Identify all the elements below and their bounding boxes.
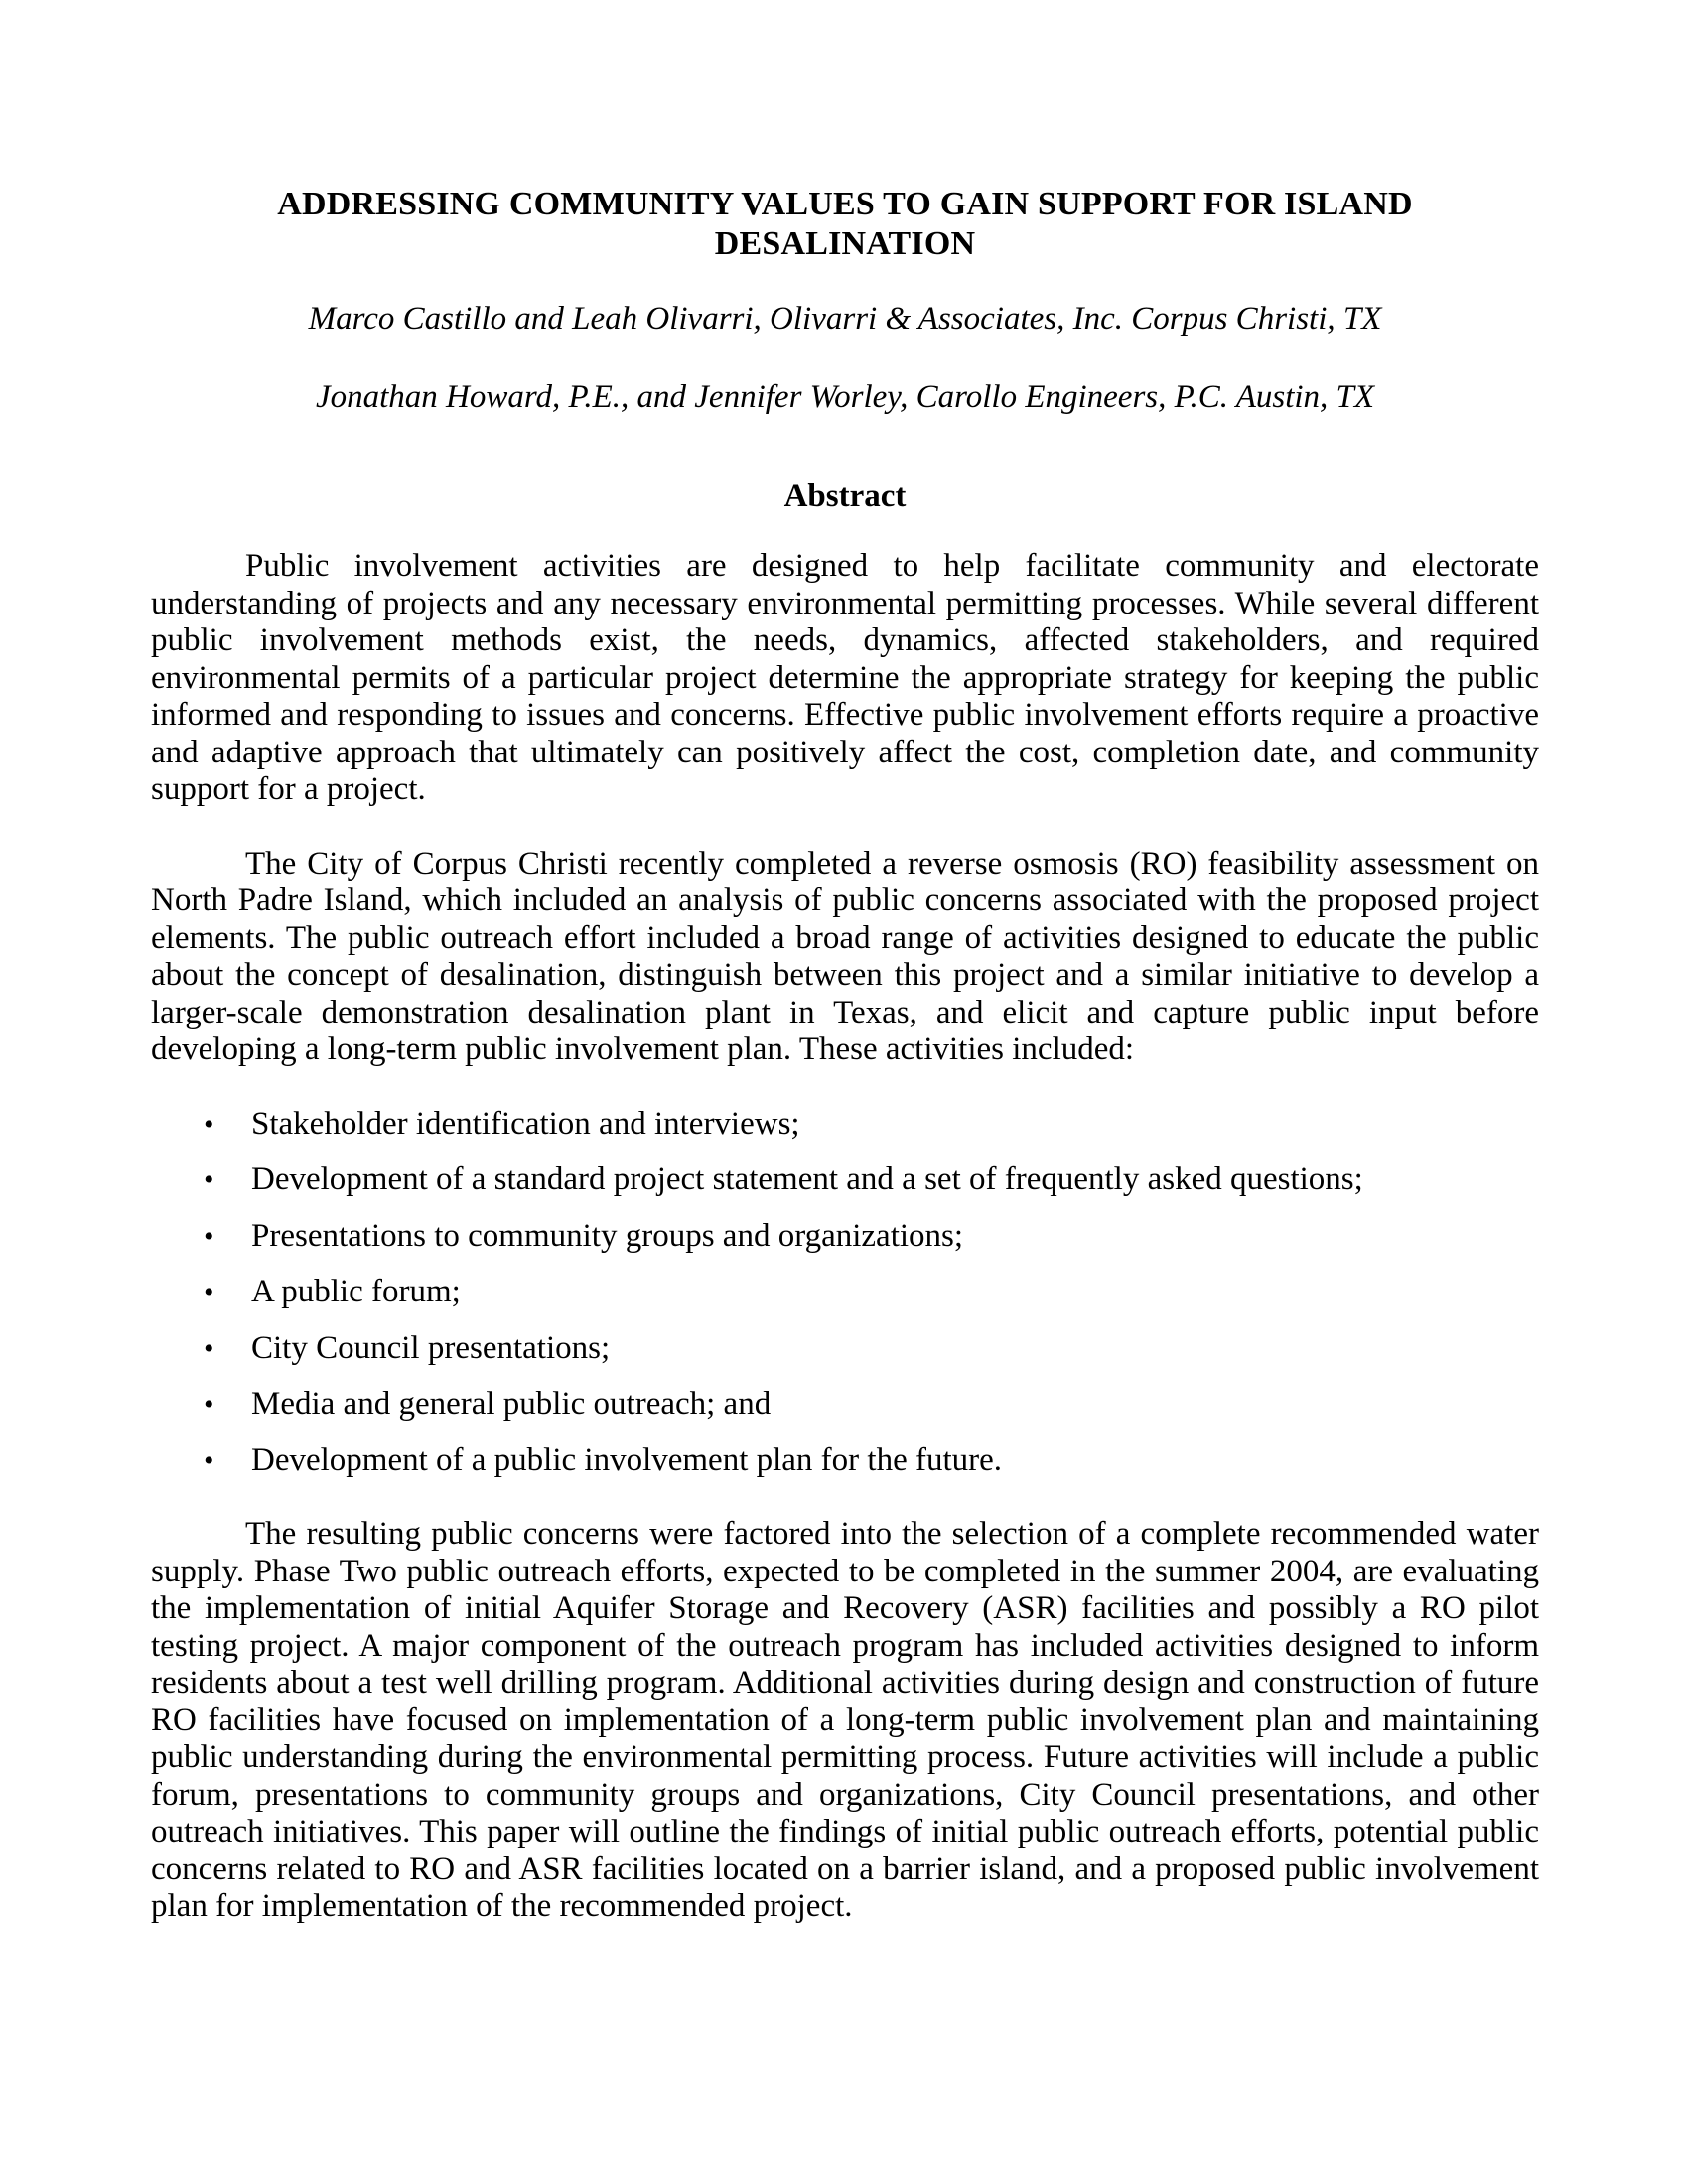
- list-item-text: A public forum;: [251, 1274, 461, 1309]
- list-item: [151, 1106, 1539, 1144]
- abstract-paragraph-3: The resulting public concerns were factored into the selection of a complete recommended water supply. Phase Two public outreach efforts, expected to be completed in the summer 2004, are evaluating the implementation of initial Aquifer Storage and Recovery (ASR) facilities and possibly a RO pilot testing project. A major component of the outreach program has included activities designed to inform residents about a test well drilling program. Additional activities during design and construction of future RO facilities have focused on implementation of a long-term public involvement plan and maintaining public understanding during the environmental permitting process. Future activities will include a public forum, presentations to community groups and organizations, City Council presentations, and other outreach initiatives. This paper will outline the findings of initial public outreach efforts, potential public concerns related to RO and ASR facilities located on a barrier island, and a proposed public involvement plan for implementation of the recommended project.: [151, 1516, 1539, 1924]
- author-line-2: Jonathan Howard, P.E., and Jennifer Worley, Carollo Engineers, P.C. Austin, TX: [315, 379, 1375, 415]
- abstract-heading: Abstract: [783, 478, 907, 514]
- bullet-icon: •: [204, 1276, 214, 1308]
- list-item-text: City Council presentations;: [251, 1329, 611, 1366]
- list-item: [151, 1330, 1539, 1368]
- list-item: [151, 1274, 1539, 1311]
- abstract-paragraph-2: The City of Corpus Christi recently completed a reverse osmosis (RO) feasibility assessment on North Padre Island, which included an analysis of public concerns associated with the proposed project elements. The public outreach effort included a broad range of activities designed to educate the public about the concept of desalination, distinguish between this project and a similar initiative to develop a larger-scale demonstration desalination plant in Texas, and elicit and capture public input before developing a long-term public involvement plan. These activities included:: [151, 845, 1539, 1067]
- paper-title: ADDRESSING COMMUNITY VALUES TO GAIN SUPPORT FOR ISLAND DESALINATION: [277, 186, 1413, 262]
- bullet-icon: •: [204, 1388, 214, 1421]
- list-item: [151, 1218, 1539, 1256]
- list-item-text: Presentations to community groups and organizations;: [251, 1217, 964, 1254]
- bullet-icon: •: [204, 1107, 214, 1141]
- abstract-paragraph-1: Public involvement activities are designed to help facilitate community and electorate understanding of projects and any necessary environmental permitting processes. While several different public involvement methods exist, the needs, dynamics, affected stakeholders, and required environmental permits of a particular project determine the appropriate strategy for keeping the public informed and responding to issues and concerns. Effective public involvement efforts require a proactive and adaptive approach that ultimately can positively affect the cost, completion date, and community support for a project.: [151, 548, 1539, 807]
- author-line-1: Marco Castillo and Leah Olivarri, Olivarri & Associates, Inc. Corpus Christi, TX: [308, 301, 1382, 337]
- list-item-text: Media and general public outreach; and: [251, 1386, 772, 1422]
- bullet-icon: •: [204, 1443, 214, 1477]
- bullet-icon: •: [204, 1163, 214, 1196]
- bullet-icon: •: [204, 1331, 214, 1365]
- bullet-icon: •: [204, 1219, 214, 1253]
- list-item-text: Development of a public involvement plan for the future.: [251, 1441, 1003, 1478]
- list-item: [151, 1161, 1539, 1199]
- list-item-text: Development of a standard project statement and a set of frequently asked questions;: [251, 1161, 1363, 1197]
- list-item: [151, 1442, 1539, 1480]
- list-item-text: Stakeholder identification and interviews;: [251, 1105, 800, 1142]
- activities-list: [151, 1106, 1539, 1480]
- list-item: [151, 1386, 1539, 1424]
